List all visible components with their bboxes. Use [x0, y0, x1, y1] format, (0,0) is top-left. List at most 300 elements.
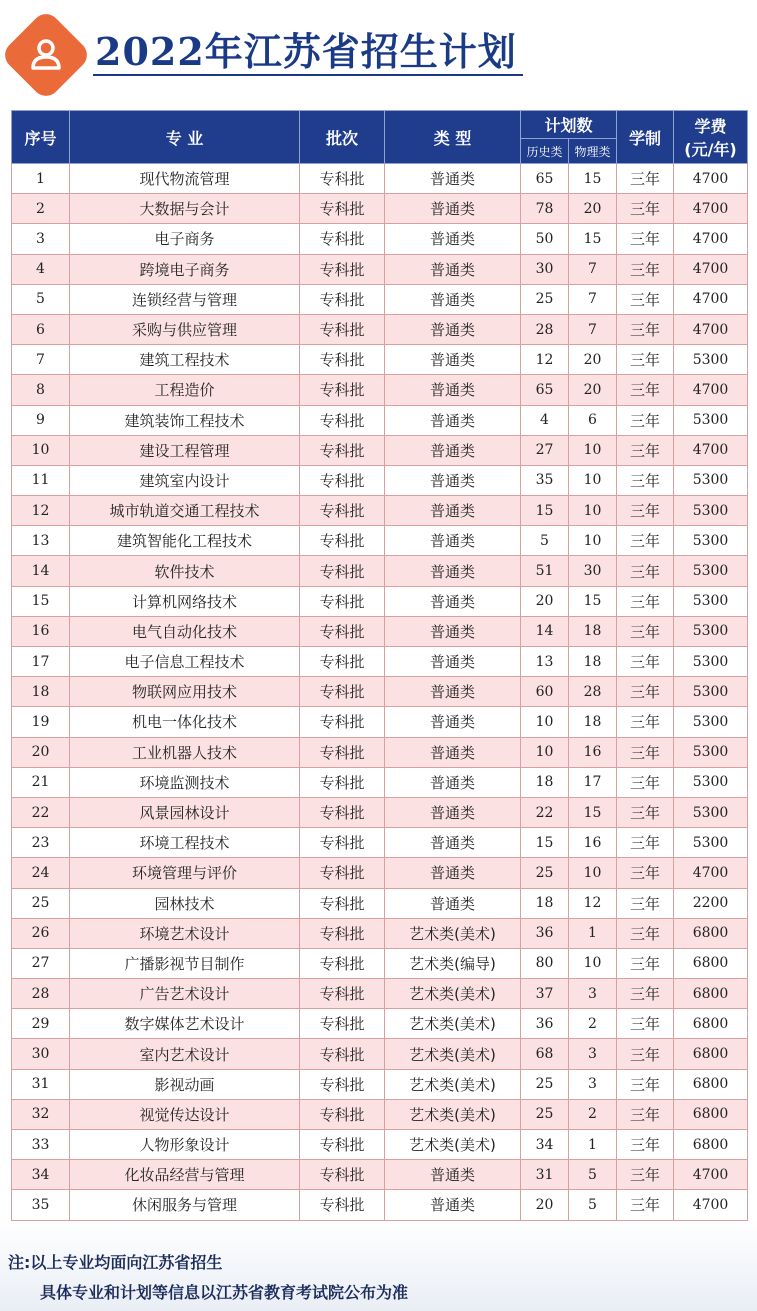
cell-fee: 5300 — [674, 465, 748, 495]
cell-index: 33 — [12, 1130, 70, 1160]
cell-type: 艺术类(美术) — [385, 1099, 521, 1129]
table-row — [12, 797, 748, 827]
cell-history: 13 — [521, 647, 569, 677]
cell-physics: 18 — [569, 707, 617, 737]
cell-physics: 20 — [569, 375, 617, 405]
cell-batch: 专科批 — [300, 1160, 385, 1190]
table-row — [12, 1099, 748, 1129]
cell-index: 7 — [12, 345, 70, 375]
cell-duration: 三年 — [617, 1099, 674, 1129]
cell-duration: 三年 — [617, 616, 674, 646]
cell-batch: 专科批 — [300, 828, 385, 858]
cell-history: 34 — [521, 1130, 569, 1160]
cell-history: 10 — [521, 707, 569, 737]
cell-history: 20 — [521, 586, 569, 616]
cell-fee: 5300 — [674, 526, 748, 556]
cell-fee: 4700 — [674, 284, 748, 314]
cell-batch: 专科批 — [300, 918, 385, 948]
cell-batch: 专科批 — [300, 1069, 385, 1099]
cell-fee: 4700 — [674, 194, 748, 224]
cell-history: 25 — [521, 858, 569, 888]
cell-batch: 专科批 — [300, 1190, 385, 1220]
cell-fee: 5300 — [674, 767, 748, 797]
cell-history: 10 — [521, 737, 569, 767]
cell-major: 工业机器人技术 — [70, 737, 300, 767]
cell-index: 30 — [12, 1039, 70, 1069]
cell-type: 普通类 — [385, 797, 521, 827]
cell-index: 12 — [12, 496, 70, 526]
cell-fee: 5300 — [674, 797, 748, 827]
cell-major: 环境艺术设计 — [70, 918, 300, 948]
cell-type: 艺术类(美术) — [385, 918, 521, 948]
cell-duration: 三年 — [617, 707, 674, 737]
cell-type: 艺术类(美术) — [385, 1069, 521, 1099]
cell-type: 普通类 — [385, 858, 521, 888]
cell-major: 风景园林设计 — [70, 797, 300, 827]
cell-major: 计算机网络技术 — [70, 586, 300, 616]
cell-index: 25 — [12, 888, 70, 918]
table-row — [12, 224, 748, 254]
cell-duration: 三年 — [617, 1009, 674, 1039]
cell-type: 普通类 — [385, 194, 521, 224]
cell-fee: 4700 — [674, 435, 748, 465]
cell-fee: 4700 — [674, 164, 748, 194]
cell-physics: 1 — [569, 1130, 617, 1160]
cell-index: 4 — [12, 254, 70, 284]
cell-batch: 专科批 — [300, 888, 385, 918]
cell-history: 18 — [521, 767, 569, 797]
cell-type: 普通类 — [385, 254, 521, 284]
cell-major: 建筑装饰工程技术 — [70, 405, 300, 435]
cell-fee: 5300 — [674, 496, 748, 526]
table-row — [12, 616, 748, 646]
cell-fee: 5300 — [674, 616, 748, 646]
cell-index: 29 — [12, 1009, 70, 1039]
cell-physics: 10 — [569, 526, 617, 556]
cell-history: 51 — [521, 556, 569, 586]
cell-major: 电子信息工程技术 — [70, 647, 300, 677]
cell-batch: 专科批 — [300, 345, 385, 375]
cell-duration: 三年 — [617, 767, 674, 797]
cell-history: 15 — [521, 828, 569, 858]
cell-batch: 专科批 — [300, 254, 385, 284]
cell-physics: 18 — [569, 647, 617, 677]
cell-fee: 5300 — [674, 345, 748, 375]
cell-history: 27 — [521, 435, 569, 465]
cell-history: 25 — [521, 284, 569, 314]
cell-physics: 20 — [569, 194, 617, 224]
note-line-2: 具体专业和计划等信息以江苏省教育考试院公布为准 — [40, 1283, 409, 1302]
cell-history: 18 — [521, 888, 569, 918]
cell-duration: 三年 — [617, 918, 674, 948]
cell-physics: 16 — [569, 737, 617, 767]
cell-physics: 20 — [569, 345, 617, 375]
cell-history: 15 — [521, 496, 569, 526]
cell-duration: 三年 — [617, 375, 674, 405]
enrollment-plan-table — [11, 110, 748, 1221]
cell-physics: 30 — [569, 556, 617, 586]
cell-history: 28 — [521, 314, 569, 344]
table-row — [12, 888, 748, 918]
cell-fee: 5300 — [674, 737, 748, 767]
cell-physics: 5 — [569, 1160, 617, 1190]
table-row — [12, 526, 748, 556]
cell-major: 影视动画 — [70, 1069, 300, 1099]
cell-history: 65 — [521, 164, 569, 194]
cell-batch: 专科批 — [300, 556, 385, 586]
cell-type: 普通类 — [385, 405, 521, 435]
cell-batch: 专科批 — [300, 616, 385, 646]
cell-physics: 12 — [569, 888, 617, 918]
table-row — [12, 194, 748, 224]
cell-duration: 三年 — [617, 677, 674, 707]
cell-history: 68 — [521, 1039, 569, 1069]
cell-major: 采购与供应管理 — [70, 314, 300, 344]
header-fee-label: 学费 — [694, 117, 727, 136]
table-row — [12, 767, 748, 797]
cell-index: 22 — [12, 797, 70, 827]
cell-batch: 专科批 — [300, 496, 385, 526]
cell-physics: 10 — [569, 465, 617, 495]
cell-duration: 三年 — [617, 1190, 674, 1220]
cell-fee: 4700 — [674, 1190, 748, 1220]
cell-history: 5 — [521, 526, 569, 556]
cell-index: 27 — [12, 948, 70, 978]
table-row — [12, 828, 748, 858]
cell-history: 78 — [521, 194, 569, 224]
cell-major: 园林技术 — [70, 888, 300, 918]
cell-duration: 三年 — [617, 888, 674, 918]
table-row — [12, 164, 748, 194]
cell-index: 31 — [12, 1069, 70, 1099]
cell-fee: 4700 — [674, 858, 748, 888]
cell-duration: 三年 — [617, 496, 674, 526]
cell-index: 32 — [12, 1099, 70, 1129]
cell-type: 艺术类(编导) — [385, 948, 521, 978]
cell-duration: 三年 — [617, 405, 674, 435]
cell-fee: 5300 — [674, 647, 748, 677]
cell-physics: 10 — [569, 858, 617, 888]
cell-major: 环境工程技术 — [70, 828, 300, 858]
cell-fee: 5300 — [674, 828, 748, 858]
cell-physics: 10 — [569, 435, 617, 465]
cell-type: 普通类 — [385, 435, 521, 465]
cell-type: 普通类 — [385, 677, 521, 707]
cell-history: 80 — [521, 948, 569, 978]
table-row — [12, 1130, 748, 1160]
cell-major: 城市轨道交通工程技术 — [70, 496, 300, 526]
cell-batch: 专科批 — [300, 767, 385, 797]
cell-fee: 6800 — [674, 948, 748, 978]
table-row — [12, 465, 748, 495]
cell-batch: 专科批 — [300, 314, 385, 344]
cell-index: 21 — [12, 767, 70, 797]
cell-duration: 三年 — [617, 1069, 674, 1099]
table-row — [12, 1190, 748, 1220]
cell-history: 14 — [521, 616, 569, 646]
cell-duration: 三年 — [617, 164, 674, 194]
table-row — [12, 435, 748, 465]
cell-index: 2 — [12, 194, 70, 224]
cell-fee: 4700 — [674, 254, 748, 284]
cell-physics: 7 — [569, 284, 617, 314]
table-row — [12, 556, 748, 586]
cell-major: 建筑智能化工程技术 — [70, 526, 300, 556]
cell-type: 普通类 — [385, 556, 521, 586]
cell-index: 3 — [12, 224, 70, 254]
cell-duration: 三年 — [617, 647, 674, 677]
cell-index: 34 — [12, 1160, 70, 1190]
cell-fee: 5300 — [674, 405, 748, 435]
cell-batch: 专科批 — [300, 979, 385, 1009]
cell-type: 普通类 — [385, 224, 521, 254]
cell-batch: 专科批 — [300, 405, 385, 435]
cell-history: 22 — [521, 797, 569, 827]
cell-physics: 17 — [569, 767, 617, 797]
cell-index: 24 — [12, 858, 70, 888]
cell-type: 普通类 — [385, 164, 521, 194]
cell-major: 化妆品经营与管理 — [70, 1160, 300, 1190]
table-row — [12, 979, 748, 1009]
table-row — [12, 314, 748, 344]
cell-duration: 三年 — [617, 435, 674, 465]
cell-physics: 5 — [569, 1190, 617, 1220]
header-type: 类 型 — [385, 111, 521, 164]
cell-history: 30 — [521, 254, 569, 284]
cell-history: 20 — [521, 1190, 569, 1220]
cell-duration: 三年 — [617, 737, 674, 767]
cell-index: 11 — [12, 465, 70, 495]
table-row — [12, 707, 748, 737]
cell-type: 普通类 — [385, 767, 521, 797]
note-line-1: 注:以上专业均面向江苏省招生 — [8, 1253, 223, 1272]
cell-major: 电气自动化技术 — [70, 616, 300, 646]
cell-physics: 16 — [569, 828, 617, 858]
cell-fee: 5300 — [674, 707, 748, 737]
cell-index: 16 — [12, 616, 70, 646]
cell-index: 6 — [12, 314, 70, 344]
cell-fee: 6800 — [674, 1099, 748, 1129]
cell-physics: 2 — [569, 1009, 617, 1039]
cell-physics: 3 — [569, 1069, 617, 1099]
cell-physics: 7 — [569, 254, 617, 284]
cell-physics: 15 — [569, 586, 617, 616]
header-major: 专 业 — [70, 111, 300, 164]
cell-batch: 专科批 — [300, 1009, 385, 1039]
cell-type: 普通类 — [385, 737, 521, 767]
cell-physics: 3 — [569, 979, 617, 1009]
cell-type: 普通类 — [385, 707, 521, 737]
cell-batch: 专科批 — [300, 435, 385, 465]
table-row — [12, 858, 748, 888]
table-body — [12, 164, 748, 1221]
cell-major: 建设工程管理 — [70, 435, 300, 465]
cell-major: 跨境电子商务 — [70, 254, 300, 284]
cell-physics: 6 — [569, 405, 617, 435]
cell-index: 13 — [12, 526, 70, 556]
cell-fee: 6800 — [674, 1130, 748, 1160]
cell-index: 1 — [12, 164, 70, 194]
table-row — [12, 1069, 748, 1099]
cell-major: 大数据与会计 — [70, 194, 300, 224]
cell-fee: 6800 — [674, 1009, 748, 1039]
cell-major: 软件技术 — [70, 556, 300, 586]
cell-history: 12 — [521, 345, 569, 375]
cell-batch: 专科批 — [300, 284, 385, 314]
cell-physics: 15 — [569, 224, 617, 254]
cell-fee: 4700 — [674, 1160, 748, 1190]
cell-physics: 28 — [569, 677, 617, 707]
cell-batch: 专科批 — [300, 737, 385, 767]
cell-type: 普通类 — [385, 1160, 521, 1190]
cell-physics: 10 — [569, 948, 617, 978]
table-row — [12, 496, 748, 526]
cell-major: 广告艺术设计 — [70, 979, 300, 1009]
table-row — [12, 345, 748, 375]
cell-major: 连锁经营与管理 — [70, 284, 300, 314]
cell-history: 25 — [521, 1099, 569, 1129]
cell-batch: 专科批 — [300, 858, 385, 888]
cell-duration: 三年 — [617, 556, 674, 586]
cell-history: 36 — [521, 918, 569, 948]
cell-index: 18 — [12, 677, 70, 707]
table-row — [12, 284, 748, 314]
cell-fee: 5300 — [674, 586, 748, 616]
cell-duration: 三年 — [617, 465, 674, 495]
cell-index: 9 — [12, 405, 70, 435]
table-row — [12, 375, 748, 405]
cell-index: 5 — [12, 284, 70, 314]
cell-major: 休闲服务与管理 — [70, 1190, 300, 1220]
cell-major: 环境管理与评价 — [70, 858, 300, 888]
cell-type: 艺术类(美术) — [385, 979, 521, 1009]
cell-index: 19 — [12, 707, 70, 737]
cell-index: 17 — [12, 647, 70, 677]
cell-major: 机电一体化技术 — [70, 707, 300, 737]
cell-index: 23 — [12, 828, 70, 858]
cell-batch: 专科批 — [300, 375, 385, 405]
cell-fee: 5300 — [674, 556, 748, 586]
cell-major: 环境监测技术 — [70, 767, 300, 797]
cell-duration: 三年 — [617, 1039, 674, 1069]
cell-index: 15 — [12, 586, 70, 616]
cell-fee: 4700 — [674, 314, 748, 344]
table-row — [12, 918, 748, 948]
cell-history: 25 — [521, 1069, 569, 1099]
cell-batch: 专科批 — [300, 1130, 385, 1160]
cell-type: 普通类 — [385, 465, 521, 495]
table-row — [12, 647, 748, 677]
cell-duration: 三年 — [617, 586, 674, 616]
cell-physics: 3 — [569, 1039, 617, 1069]
cell-index: 26 — [12, 918, 70, 948]
cell-index: 8 — [12, 375, 70, 405]
cell-duration: 三年 — [617, 979, 674, 1009]
cell-batch: 专科批 — [300, 465, 385, 495]
cell-history: 37 — [521, 979, 569, 1009]
header-batch: 批次 — [300, 111, 385, 164]
page-title: 2022年江苏省招生计划 — [95, 29, 517, 74]
cell-physics: 2 — [569, 1099, 617, 1129]
cell-duration: 三年 — [617, 314, 674, 344]
cell-type: 普通类 — [385, 345, 521, 375]
cell-duration: 三年 — [617, 284, 674, 314]
cell-batch: 专科批 — [300, 948, 385, 978]
cell-major: 建筑室内设计 — [70, 465, 300, 495]
cell-physics: 18 — [569, 616, 617, 646]
cell-index: 10 — [12, 435, 70, 465]
cell-type: 普通类 — [385, 526, 521, 556]
cell-index: 14 — [12, 556, 70, 586]
cell-duration: 三年 — [617, 224, 674, 254]
cell-type: 普通类 — [385, 647, 521, 677]
cell-fee: 6800 — [674, 918, 748, 948]
cell-type: 艺术类(美术) — [385, 1009, 521, 1039]
cell-batch: 专科批 — [300, 224, 385, 254]
cell-duration: 三年 — [617, 194, 674, 224]
cell-index: 28 — [12, 979, 70, 1009]
cell-major: 电子商务 — [70, 224, 300, 254]
table-row — [12, 405, 748, 435]
cell-batch: 专科批 — [300, 707, 385, 737]
cell-batch: 专科批 — [300, 586, 385, 616]
cell-history: 50 — [521, 224, 569, 254]
cell-batch: 专科批 — [300, 194, 385, 224]
table-row — [12, 677, 748, 707]
cell-duration: 三年 — [617, 858, 674, 888]
cell-major: 建筑工程技术 — [70, 345, 300, 375]
cell-type: 普通类 — [385, 314, 521, 344]
cell-index: 35 — [12, 1190, 70, 1220]
cell-major: 数字媒体艺术设计 — [70, 1009, 300, 1039]
cell-batch: 专科批 — [300, 526, 385, 556]
cell-type: 普通类 — [385, 616, 521, 646]
cell-duration: 三年 — [617, 797, 674, 827]
cell-batch: 专科批 — [300, 797, 385, 827]
cell-fee: 4700 — [674, 375, 748, 405]
cell-type: 艺术类(美术) — [385, 1130, 521, 1160]
cell-type: 普通类 — [385, 1190, 521, 1220]
header-history: 历史类 — [521, 139, 569, 164]
cell-duration: 三年 — [617, 526, 674, 556]
cell-batch: 专科批 — [300, 1099, 385, 1129]
cell-batch: 专科批 — [300, 1039, 385, 1069]
cell-fee: 4700 — [674, 224, 748, 254]
title-underline — [93, 74, 523, 76]
person-icon — [13, 22, 79, 88]
cell-type: 普通类 — [385, 828, 521, 858]
cell-fee: 6800 — [674, 1039, 748, 1069]
cell-type: 普通类 — [385, 375, 521, 405]
header-index: 序号 — [12, 111, 70, 164]
cell-duration: 三年 — [617, 948, 674, 978]
table-row — [12, 586, 748, 616]
cell-duration: 三年 — [617, 1160, 674, 1190]
header-plan: 计划数 — [521, 111, 617, 139]
cell-batch: 专科批 — [300, 677, 385, 707]
table-row — [12, 1039, 748, 1069]
cell-physics: 1 — [569, 918, 617, 948]
cell-history: 35 — [521, 465, 569, 495]
cell-index: 20 — [12, 737, 70, 767]
cell-fee: 5300 — [674, 677, 748, 707]
cell-physics: 10 — [569, 496, 617, 526]
cell-major: 工程造价 — [70, 375, 300, 405]
cell-duration: 三年 — [617, 1130, 674, 1160]
cell-history: 4 — [521, 405, 569, 435]
table-row — [12, 948, 748, 978]
cell-major: 现代物流管理 — [70, 164, 300, 194]
